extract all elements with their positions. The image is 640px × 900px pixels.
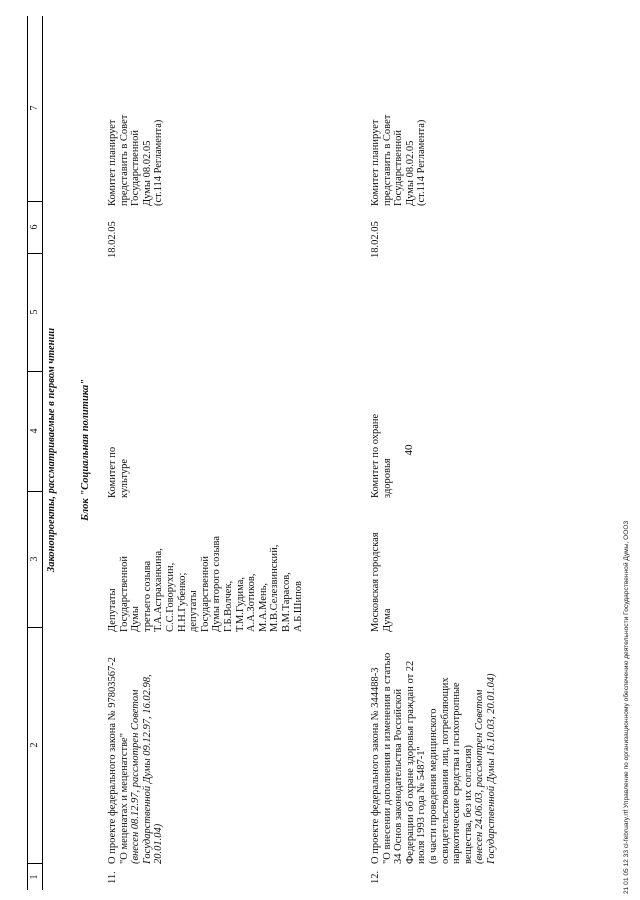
bill-note-line: 20.01.04)	[153, 823, 165, 864]
status-line: (ст.114 Регламента)	[153, 119, 165, 206]
row-number: 11.	[107, 871, 118, 884]
committee-line: Комитет по охране	[370, 413, 381, 498]
bill-title-line: 34 Основ законодательства Российской	[393, 688, 405, 864]
column-header-1: 1	[29, 874, 40, 880]
bill-note-line: Государственной Думы 16.10.03, 20.01.04)	[485, 673, 497, 864]
bill-title-line: Федерации об охране здоровья граждан от 22	[404, 660, 416, 864]
author-line: Г.Б.Волчек,	[222, 580, 234, 632]
bill-title-line: освидетельствования лиц, потребляющих	[439, 677, 451, 864]
column-header-2: 2	[28, 627, 42, 864]
author-line: А.А.Зотиков,	[246, 573, 258, 632]
bill-title-line: июля 1993 года № 5487-1"	[416, 746, 428, 864]
author-line: Т.М.Гудима,	[234, 576, 246, 632]
status-line: представить в Совет	[118, 114, 130, 206]
bill-description	[107, 639, 165, 864]
responsible-committee	[370, 384, 393, 498]
author-line: Государственной	[118, 556, 130, 632]
responsible-committee	[107, 384, 130, 498]
block-title: Блок "Социальная политика"	[80, 379, 91, 521]
author-line: Думы второго созыва	[211, 535, 223, 632]
author-line: Московская городская	[370, 532, 381, 632]
bill-authors	[370, 504, 393, 632]
status-line: Думы 08.02.05	[141, 140, 153, 206]
author-line: Т.А.Астраханкина,	[153, 548, 165, 632]
bill-authors	[107, 504, 304, 632]
column-header-5: 5	[28, 253, 42, 372]
author-line: депутаты	[188, 590, 200, 632]
author-line: В.М.Тарасов,	[280, 572, 292, 632]
bill-title-line: "О меценатах и меценатстве"	[118, 733, 130, 864]
status-line: Комитет планирует	[370, 119, 381, 206]
author-line: М.А.Мень,	[257, 582, 269, 632]
bill-title-line: О проекте федерального закона № 344488-3	[370, 667, 381, 864]
column-header-7: 7	[28, 15, 42, 202]
committee-line: Комитет по	[107, 446, 118, 498]
author-line: третьего созыва	[141, 560, 153, 632]
section-title: Законопроекты, рассматриваемые в первом чтении	[46, 327, 57, 573]
author-line: С.С.Говорухин,	[164, 562, 176, 632]
author-line: Н.Н.Губенко;	[176, 572, 188, 632]
status-line: представить в Совет	[381, 114, 393, 206]
date: 18.02.05	[370, 221, 381, 258]
author-line: А.Б.Шипов	[292, 581, 304, 632]
bill-title-line: вещества, без их согласия)	[462, 745, 474, 864]
bill-note-line: (внесен 24.06.03, рассмотрен Советом	[474, 689, 486, 864]
bill-title-line: наркотические средства и психотропные	[451, 682, 463, 864]
bill-title-line: О проекте федерального закона № 97803567-2	[107, 656, 118, 864]
committee-line: здоровья	[381, 458, 393, 498]
author-line: Дума	[381, 608, 393, 632]
status-line: Думы 08.02.05	[404, 140, 416, 206]
bill-description	[370, 639, 498, 864]
bill-note-line: (внесен 08.12.97, рассмотрен Советом	[130, 689, 142, 864]
status-line: (ст.114 Регламента)	[416, 119, 428, 206]
status	[370, 26, 428, 206]
row-number: 12.	[370, 870, 381, 884]
author-line: М.В.Селезвинский,	[269, 544, 281, 632]
page-number: 40	[403, 444, 415, 456]
bill-title-line: (в части проведения медицинского	[427, 708, 439, 864]
date: 18.02.05	[107, 221, 118, 258]
status-line: Комитет планирует	[107, 119, 118, 206]
column-header-4: 4	[28, 371, 42, 492]
author-line: Депутаты	[107, 588, 118, 632]
bill-note-line: Государственной Думы 09.12.97, 16.02.98,	[141, 674, 153, 864]
author-line: Государственной	[199, 556, 211, 632]
column-header-6: 6	[28, 201, 42, 254]
footer-filepath: 21 01 05 12 33 cl-february.rtf Управление по организационному обеспечению деятельности Государственной Думы, ООО3	[623, 520, 630, 894]
column-header-row	[27, 16, 43, 890]
status-line: Государственной	[393, 130, 405, 206]
status-line: Государственной	[130, 130, 142, 206]
author-line: Думы	[130, 606, 142, 632]
column-header-3: 3	[28, 491, 42, 628]
status	[107, 26, 165, 206]
committee-line: культуре	[118, 459, 130, 498]
bill-title-line: "О внесении дополнения и изменения в статью	[381, 652, 393, 864]
